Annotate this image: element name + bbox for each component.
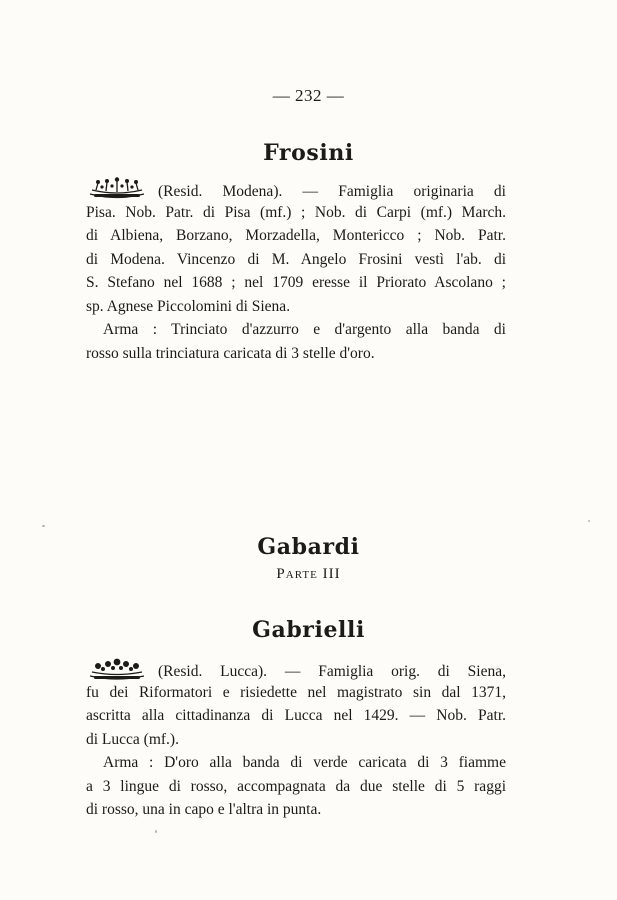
entry-line-arma: Arma : D'oro alla banda di verde caricata di 3 fiamme	[103, 754, 506, 771]
entry-line: di Lucca (mf.).	[86, 730, 179, 748]
heading-gabrielli: Gabrielli	[252, 617, 365, 643]
entry-line: di rosso, una in capo e l'altra in punta.	[86, 801, 322, 818]
subheading-gabardi: Parte III	[276, 566, 341, 582]
coronet-icon	[86, 177, 148, 201]
entry-line: Pisa. Nob. Patr. di Pisa (mf.) ; Nob. di Carpi (mf.) March.	[86, 203, 506, 221]
paper-speck	[155, 830, 157, 833]
entry-line: (Resid. Lucca). — Famiglia orig. di Siena,	[86, 657, 506, 681]
entry-line: di Albiena, Borzano, Morzadella, Montericco ; Nob. Patr.	[86, 227, 506, 244]
entry-line: rosso sulla trinciatura caricata di 3 stelle d'oro.	[86, 344, 375, 362]
coronet-icon	[86, 657, 148, 681]
entry-gabrielli	[86, 657, 506, 822]
entry-line: a 3 lingue di rosso, accompagnata da due stelle di 5 raggi	[86, 777, 506, 795]
entry-line: ascritta alla cittadinanza di Lucca nel 1429. — Nob. Patr.	[86, 707, 506, 724]
entry-line: (Resid. Modena). — Famiglia originaria di	[86, 177, 506, 201]
paper-speck	[42, 525, 45, 527]
entry-line-arma: Arma : Trinciato d'azzurro e d'argento alla banda di	[103, 321, 506, 338]
page-number: — 232 —	[272, 86, 345, 105]
paper-speck	[588, 520, 590, 522]
entry-line: sp. Agnese Piccolomini di Siena.	[86, 297, 291, 315]
heading-frosini: Frosini	[263, 140, 354, 166]
entry-line: di Modena. Vincenzo di M. Angelo Frosini vestì l'ab. di	[86, 250, 506, 268]
entry-line: S. Stefano nel 1688 ; nel 1709 eresse il Priorato Ascolano ;	[86, 274, 506, 291]
heading-gabardi: Gabardi	[257, 534, 360, 560]
entry-frosini	[86, 177, 506, 365]
entry-line: fu dei Riformatori e risiedette nel magistrato sin dal 1371,	[86, 683, 506, 701]
